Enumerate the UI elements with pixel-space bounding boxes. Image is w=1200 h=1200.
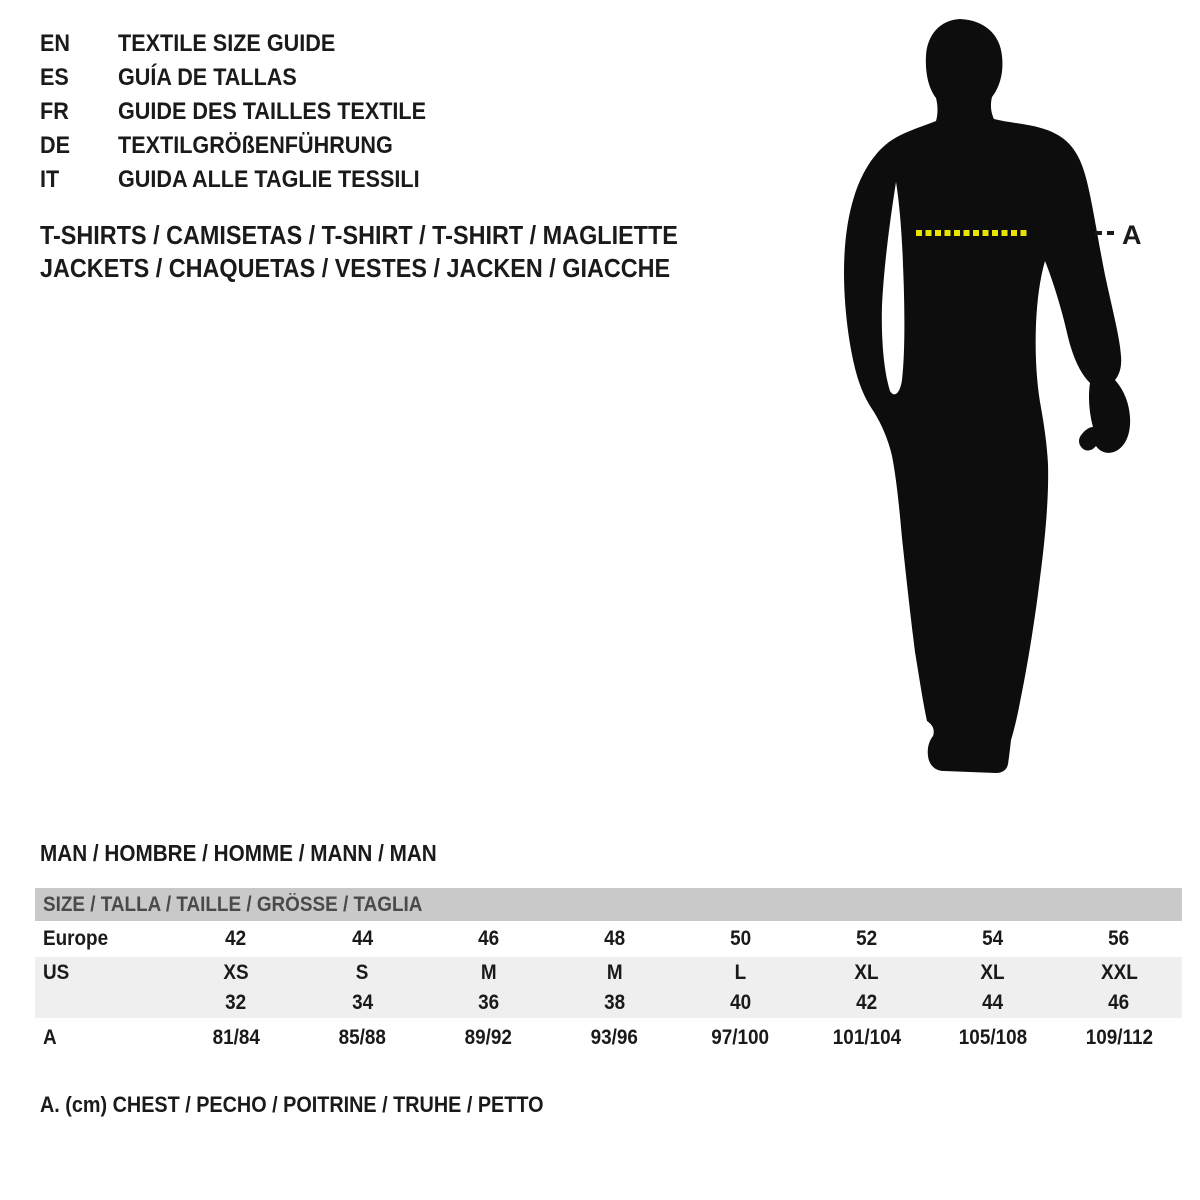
size-table-body [35,921,1182,1058]
size-cell: 85/88 [338,1026,386,1049]
size-cell: 44 [982,991,1004,1014]
size-cell: 52 [856,927,878,950]
table-row [35,921,1182,957]
size-table-header: SIZE / TALLA / TAILLE / GRÖSSE / TAGLIA [35,888,1182,921]
measurement-footnote: A. (cm) CHEST / PECHO / POITRINE / TRUHE / PETTO [40,1092,544,1117]
section-title-man: MAN / HOMBRE / HOMME / MANN / MAN [40,840,437,866]
size-cell: XXL [1100,960,1138,984]
size-cell: XS [223,960,249,984]
size-cell: 46 [1108,991,1130,1014]
size-cell: 109/112 [1085,1026,1153,1049]
table-row [35,957,1182,988]
size-cell: 42 [856,991,878,1014]
language-guide-title: TEXTILE SIZE GUIDE [118,30,336,57]
size-cell: 101/104 [832,1026,901,1049]
man-silhouette [844,19,1130,773]
category-line-tshirts: T-SHIRTS / CAMISETAS / T-SHIRT / T-SHIRT / MAGLIETTE [40,220,678,250]
size-cell: 81/84 [212,1026,260,1049]
row-label: US [43,960,70,984]
size-cell: 42 [225,927,247,950]
table-row [35,988,1182,1018]
size-cell: 32 [225,991,247,1014]
size-cell: 105/108 [958,1026,1027,1049]
table-row [35,1018,1182,1058]
size-cell: XL [980,960,1005,984]
language-guide-title: TEXTILGRÖßENFÜHRUNG [118,132,393,159]
size-cell: S [355,960,369,984]
row-label [35,988,173,1018]
size-cell: 50 [730,927,752,950]
row-label: A [43,1026,57,1049]
size-cell: 34 [351,991,373,1014]
size-cell: 93/96 [590,1026,639,1049]
size-cell: 44 [351,927,373,950]
language-guide-title: GUIDA ALLE TAGLIE TESSILI [118,166,420,193]
size-cell: L [734,960,747,984]
language-guide-title: GUÍA DE TALLAS [118,64,297,91]
size-cell: XL [854,960,879,984]
size-cell: 89/92 [464,1026,512,1049]
size-cell: 36 [477,991,499,1014]
language-code: ES [40,64,69,91]
language-code: DE [40,132,71,159]
size-cell: M [480,960,497,984]
size-table [35,888,1182,1058]
size-cell: 38 [603,991,625,1014]
size-cell: 48 [603,927,625,950]
language-code: EN [40,30,71,57]
size-cell: M [606,960,623,984]
size-cell: 40 [730,991,752,1014]
language-guide-title: GUIDE DES TAILLES TEXTILE [118,98,427,125]
size-cell: 54 [982,927,1004,950]
category-line-jackets: JACKETS / CHAQUETAS / VESTES / JACKEN / GIACCHE [40,253,671,283]
size-cell: 56 [1108,927,1130,950]
language-code: IT [40,166,60,193]
measure-label-a: A [1122,220,1142,250]
size-cell: 46 [477,927,499,950]
size-cell: 97/100 [711,1026,770,1049]
row-label: Europe [43,927,109,950]
language-code: FR [40,98,69,125]
